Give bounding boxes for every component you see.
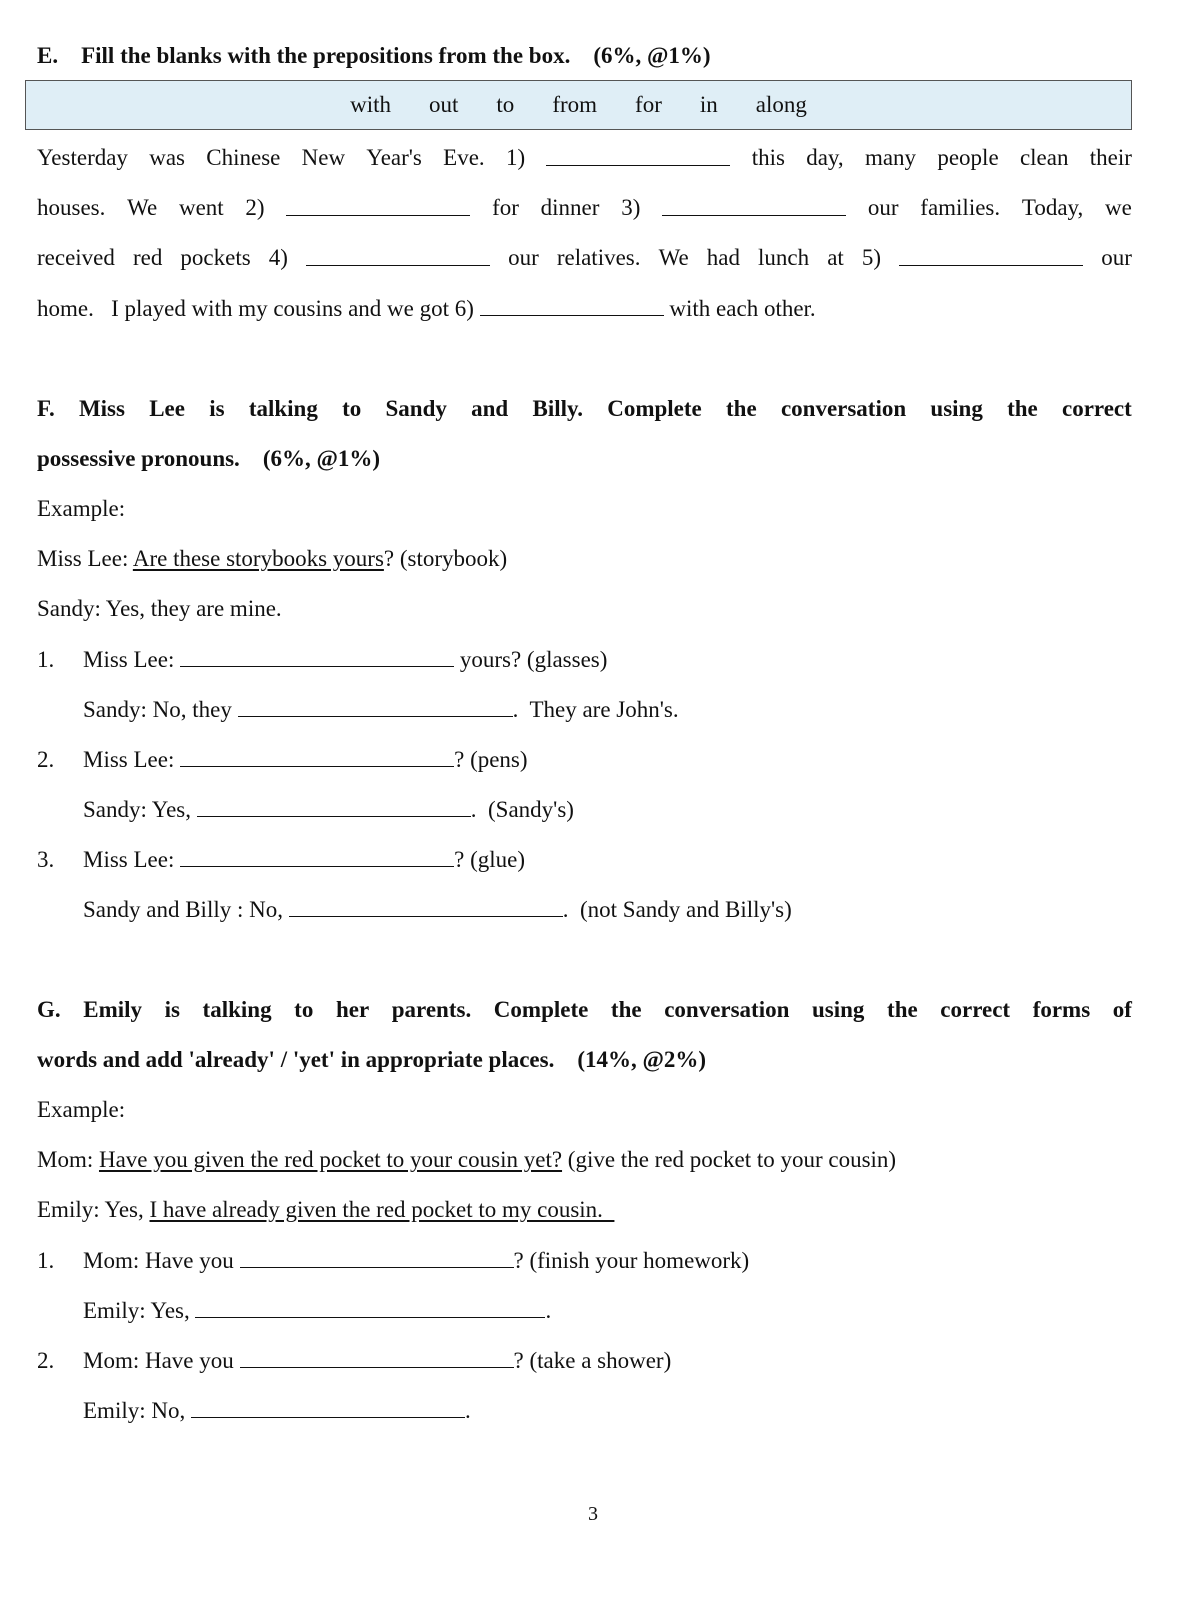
word: relatives. [556, 245, 641, 270]
word: houses. [37, 195, 106, 220]
response-2 [83, 794, 574, 825]
word: using [812, 997, 865, 1022]
word: day, [806, 145, 844, 170]
word: correct [1062, 396, 1132, 421]
section-g-heading-line-2 [37, 1045, 706, 1075]
answer-blank[interactable] [180, 644, 454, 667]
section-f-heading-line-2 [37, 444, 380, 474]
word: is [209, 396, 225, 421]
word: pockets [180, 245, 251, 270]
word-box-item: for [635, 92, 662, 117]
blank-number: 1) [505, 145, 526, 170]
word: Complete [493, 997, 589, 1022]
paragraph-line-3 [37, 243, 1132, 273]
word: Sandy [385, 396, 447, 421]
speaker: Miss Lee: [83, 747, 175, 772]
word-box-item: in [699, 92, 718, 117]
section-f-heading-line-1 [37, 394, 1132, 424]
word: Chinese [206, 145, 281, 170]
word: parents. [391, 997, 472, 1022]
word: their [1089, 145, 1132, 170]
word: conversation [780, 396, 907, 421]
word: for [492, 195, 519, 220]
word: Eve. [443, 145, 485, 170]
word-box-item: with [350, 92, 392, 117]
word: Lee [149, 396, 185, 421]
word: to [294, 997, 314, 1022]
section-marks: (6%, @1%) [593, 43, 711, 68]
word: talking [248, 396, 318, 421]
blank-number: 4) [268, 245, 288, 270]
section-title: words and add 'already' / 'yet' in appropriate places. [37, 1047, 555, 1072]
blank-number: 5) [861, 245, 882, 270]
word: her [335, 997, 370, 1022]
example-label: Example: [37, 1097, 126, 1122]
section-title: possessive pronouns. [37, 446, 240, 471]
speaker: Miss Lee: [83, 647, 175, 672]
word: at [827, 245, 844, 270]
word: many [864, 145, 917, 170]
word: correct [940, 997, 1011, 1022]
example-answer: Have you given the red pocket to your cousin yet? [98, 1147, 563, 1172]
speaker: Emily: Yes, [37, 1197, 150, 1222]
section-letter: G. [37, 997, 61, 1022]
punctuation: . [464, 1398, 471, 1423]
word: our [508, 245, 539, 270]
question-number: 1. [37, 647, 55, 672]
paragraph-line-4 [37, 293, 816, 324]
question-number: 2. [37, 1348, 55, 1373]
question-number: 3. [37, 847, 55, 872]
word: went [178, 195, 224, 220]
response-g-1 [83, 1295, 551, 1326]
speaker: Mom: Have you [83, 1248, 234, 1273]
punctuation: . [545, 1298, 552, 1323]
word: received [37, 245, 115, 270]
page-number: 3 [588, 1503, 598, 1525]
hint: ? (pens) [454, 747, 528, 772]
hint: (give the red pocket to your cousin) [562, 1147, 897, 1172]
word: was [149, 145, 185, 170]
section-title: Fill the blanks with the prepositions from the box. [81, 43, 571, 68]
word: and [471, 396, 509, 421]
hint: . (Sandy's) [470, 797, 574, 822]
word-box-item: out [429, 92, 459, 117]
word: Today, [1021, 195, 1084, 220]
example-question [37, 544, 507, 574]
answer-blank[interactable] [240, 1345, 514, 1368]
word: people [937, 145, 999, 170]
answer-blank[interactable] [289, 894, 563, 917]
word: Complete [607, 396, 702, 421]
paragraph-line-2 [37, 193, 1132, 223]
word: Emily [83, 997, 143, 1022]
section-marks: (6%, @1%) [262, 446, 381, 471]
word: lunch [758, 245, 810, 270]
question-number: 2. [37, 747, 55, 772]
section-letter: F. [37, 396, 55, 421]
hint: ? (finish your homework) [513, 1248, 750, 1273]
question-g-2 [37, 1345, 671, 1376]
answer-blank[interactable] [191, 1395, 465, 1418]
speaker: Emily: No, [83, 1398, 186, 1423]
word: of [1112, 997, 1132, 1022]
hint: ? (glue) [454, 847, 525, 872]
blank-number: 2) [245, 195, 265, 220]
hint: ? (take a shower) [513, 1348, 672, 1373]
hint: . They are John's. [512, 697, 679, 722]
word-box-item: from [552, 92, 598, 117]
text: with each other. [669, 296, 816, 321]
speaker: Sandy: No, they [83, 697, 232, 722]
paragraph-line-1 [37, 143, 1132, 173]
speaker: Sandy and Billy : No, [83, 897, 283, 922]
section-g-heading-line-1 [37, 995, 1132, 1025]
response-3 [83, 894, 792, 925]
text: home. I played with my cousins and we got 6) [37, 296, 474, 321]
word: to [342, 396, 362, 421]
question-1 [37, 644, 607, 675]
word: we [1105, 195, 1132, 220]
answer-blank[interactable] [180, 744, 454, 767]
blank-4[interactable] [306, 243, 490, 266]
answer-blank[interactable] [195, 1295, 545, 1318]
word: this [751, 145, 785, 170]
word: We [658, 245, 689, 270]
example-question [37, 1145, 896, 1175]
word: Billy. [532, 396, 583, 421]
word: talking [202, 997, 272, 1022]
word: our [867, 195, 899, 220]
question-number: 1. [37, 1248, 55, 1273]
speaker: Sandy: Yes, [83, 797, 192, 822]
example-response: Sandy: Yes, they are mine. [37, 596, 282, 621]
word: We [127, 195, 158, 220]
word: using [930, 396, 983, 421]
answer-blank[interactable] [238, 694, 513, 717]
word: Miss [78, 396, 125, 421]
word: is [164, 997, 180, 1022]
word: Year's [366, 145, 422, 170]
word-box-item: to [496, 92, 515, 117]
answer-blank[interactable] [240, 1245, 514, 1268]
speaker: Emily: Yes, [83, 1298, 190, 1323]
blank-5[interactable] [899, 243, 1083, 266]
answer-blank[interactable] [197, 794, 471, 817]
example-response [37, 1195, 614, 1225]
word: the [1007, 396, 1038, 421]
speaker: Miss Lee: [37, 546, 133, 571]
blank-3[interactable] [662, 193, 846, 216]
example-answer: Are these storybooks yours [132, 546, 384, 571]
speaker: Mom: [37, 1147, 99, 1172]
hint: yours? (glasses) [459, 647, 608, 672]
word: clean [1019, 145, 1069, 170]
word: the [610, 997, 642, 1022]
hint: . (not Sandy and Billy's) [562, 897, 792, 922]
word: the [887, 997, 918, 1022]
blank-6[interactable] [480, 293, 664, 316]
blank-1[interactable] [546, 143, 730, 166]
section-e-heading [37, 41, 711, 71]
word: dinner [540, 195, 600, 220]
word: conversation [664, 997, 790, 1022]
question-g-1 [37, 1245, 749, 1276]
word-box [25, 80, 1132, 130]
word: forms [1032, 997, 1091, 1022]
speaker: Miss Lee: [83, 847, 175, 872]
speaker: Mom: Have you [83, 1348, 234, 1373]
question-2 [37, 744, 528, 775]
blank-number: 3) [621, 195, 641, 220]
section-letter: E. [37, 43, 59, 68]
hint: ? (storybook) [383, 546, 508, 571]
word-box-item: along [755, 92, 807, 117]
word: families. [920, 195, 1001, 220]
example-label: Example: [37, 496, 126, 521]
word: had [706, 245, 740, 270]
response-g-2 [83, 1395, 471, 1426]
word: Yesterday [37, 145, 128, 170]
word: New [301, 145, 346, 170]
word: red [132, 245, 163, 270]
response-1 [83, 694, 679, 725]
example-answer: I have already given the red pocket to my cousin. [149, 1197, 615, 1222]
answer-blank[interactable] [180, 844, 454, 867]
word: the [726, 396, 757, 421]
question-3 [37, 844, 525, 875]
blank-2[interactable] [286, 193, 470, 216]
section-marks: (14%, @2%) [577, 1047, 707, 1072]
word: our [1101, 245, 1132, 270]
